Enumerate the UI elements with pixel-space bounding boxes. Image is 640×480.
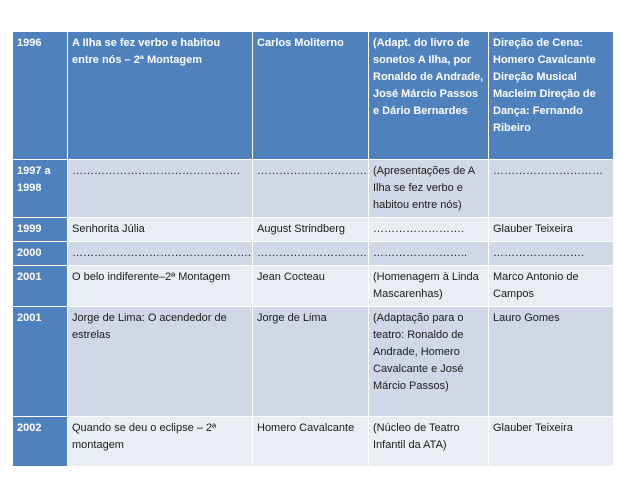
- year-cell: 2002: [13, 417, 68, 467]
- author-cell: Jean Cocteau: [253, 266, 369, 307]
- table-row: [13, 266, 614, 307]
- notes-cell: (Homenagem à Linda Mascarenhas): [369, 266, 489, 307]
- header-year: 1996: [13, 32, 68, 160]
- table-row: [13, 242, 614, 266]
- year-cell: 2001: [13, 307, 68, 417]
- header-title: A Ilha se fez verbo e habitou entre nós – 2ª Montagem: [68, 32, 253, 160]
- author-cell: Jorge de Lima: [253, 307, 369, 417]
- title-cell: Senhorita Júlia: [68, 218, 253, 242]
- notes-cell: (Apresentações de A Ilha se fez verbo e habitou entre nós): [369, 160, 489, 218]
- table-row: [13, 218, 614, 242]
- author-cell: …………………………: [253, 242, 369, 266]
- productions-table: [12, 31, 614, 467]
- table-header-row: [13, 32, 614, 160]
- title-cell: ………………………………………….: [68, 242, 253, 266]
- header-direction: Direção de Cena: Homero Cavalcante Direção Musical Macleim Direção de Dança: Fernando Ribeiro: [489, 32, 614, 160]
- table-row: [13, 160, 614, 218]
- table-row: [13, 417, 614, 467]
- direction-cell: Glauber Teixeira: [489, 218, 614, 242]
- year-cell: 1997 a 1998: [13, 160, 68, 218]
- title-cell: O belo indiferente–2ª Montagem: [68, 266, 253, 307]
- title-cell: ……………………………………….: [68, 160, 253, 218]
- year-cell: 1999: [13, 218, 68, 242]
- notes-cell: (Adaptação para o teatro: Ronaldo de Andrade, Homero Cavalcante e José Márcio Passos): [369, 307, 489, 417]
- author-cell: …………………………: [253, 160, 369, 218]
- title-cell: Quando se deu o eclipse – 2ª montagem: [68, 417, 253, 467]
- direction-cell: Lauro Gomes: [489, 307, 614, 417]
- direction-cell: Glauber Teixeira: [489, 417, 614, 467]
- title-cell: Jorge de Lima: O acendedor de estrelas: [68, 307, 253, 417]
- year-cell: 2001: [13, 266, 68, 307]
- direction-cell: …………………………: [489, 160, 614, 218]
- notes-cell: ……………………..: [369, 242, 489, 266]
- header-notes: (Adapt. do livro de sonetos A Ilha, por Ronaldo de Andrade, José Márcio Passos e Dário Bernardes: [369, 32, 489, 160]
- table-row: [13, 307, 614, 417]
- header-author: Carlos Moliterno: [253, 32, 369, 160]
- author-cell: August Strindberg: [253, 218, 369, 242]
- direction-cell: Marco Antonio de Campos: [489, 266, 614, 307]
- notes-cell: …………………….: [369, 218, 489, 242]
- year-cell: 2000: [13, 242, 68, 266]
- direction-cell: …………………….: [489, 242, 614, 266]
- author-cell: Homero Cavalcante: [253, 417, 369, 467]
- notes-cell: (Núcleo de Teatro Infantil da ATA): [369, 417, 489, 467]
